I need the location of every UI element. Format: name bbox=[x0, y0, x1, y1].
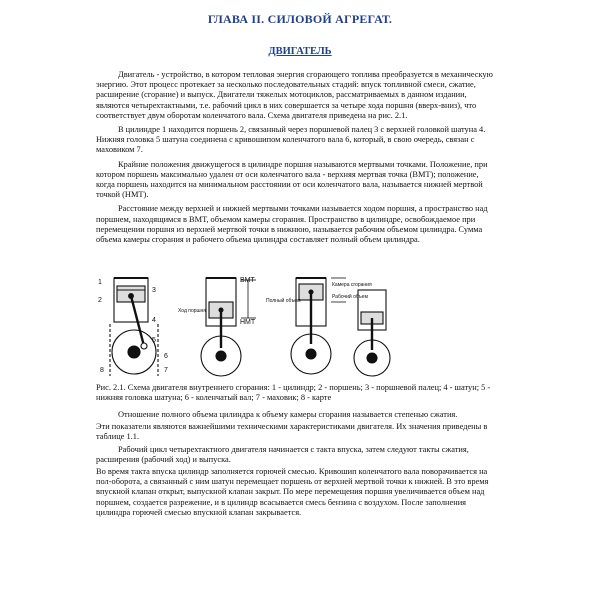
paragraph: Отношение полного объема цилиндра к объему камеры сгорания называется степенью сжатия. bbox=[118, 410, 458, 419]
label-6: 6 bbox=[164, 353, 168, 360]
engine-view-1 bbox=[110, 278, 158, 376]
label-7: 7 bbox=[164, 367, 168, 374]
paragraph: Двигатель - устройство, в котором тепловая энергия сгорающего топлива преобразуется в механическую энергию. Этот процесс протекает за несколько последовательных стадий: впуск топливной смеси, сжатие, расширение (сгорание) и выпуск. Двигатели тяжелых мотоциклов, рассматриваемых в данном издании, являются четырехтактными, т.е. рабочий цикл в них совершается за четыре хода поршня (вверх-вниз), что соответствует двум оборотам коленчатого вала. Схема двигателя приведена на рис. 2.1. bbox=[96, 70, 493, 120]
engine-view-3 bbox=[291, 278, 346, 374]
label-nmt: НМТ bbox=[240, 319, 256, 326]
label-8: 8 bbox=[100, 367, 104, 374]
label-volume: Рабочий объем bbox=[332, 294, 368, 300]
paragraph: Расстояние между верхней и нижней мертвыми точками называется ходом поршня, а пространство над поршнем, находящимся в ВМТ, объемом камеры сгорания. Пространство в цилиндре, освобождаемое при перемещении поршня из верхней мертвой точки в нижнюю, называется рабочим объемом цилиндра. Сумма объема камеры сгорания и рабочего объема цилиндра составляет полный объем цилиндра. bbox=[96, 204, 488, 245]
label-4: 4 bbox=[152, 317, 156, 324]
paragraph: Крайние положения движущегося в цилиндре поршня называются мертвыми точками. Положение, при котором поршень максимально удален от оси коленчатого вала - верхняя мертвая точка (ВМТ); положение, когда поршень находится на минимальном расстоянии от оси коленчатого вала, называется нижней мертвой точкой (НМТ). bbox=[96, 159, 488, 200]
label-3: 3 bbox=[152, 287, 156, 294]
figure-caption: Рис. 2.1. Схема двигателя внутреннего сгорания: 1 - цилиндр; 2 - поршень; 3 - поршневой палец; 4 - шатун; 5 - нижняя головка шатуна; 6 - коленчатый вал; 7 - маховик; 8 - карте bbox=[96, 383, 491, 403]
engine-view-2 bbox=[201, 278, 256, 376]
label-stroke: Ход поршня bbox=[178, 308, 207, 314]
body-text-continued bbox=[96, 410, 494, 520]
label-5: 5 bbox=[152, 337, 156, 344]
paragraph: Рабочий цикл четырехтактного двигателя начинается с такта впуска, затем следуют такты сжатия, расширения (рабочий ход) и выпуска. bbox=[96, 444, 469, 464]
engine-diagram bbox=[96, 272, 396, 380]
paragraph: В цилиндре 1 находится поршень 2, связанный через поршневой палец 3 с верхней головкой шатуна 4. Нижняя головка 5 шатуна соединена с кривошипом коленчатого вала 6, который, в свою очередь, связан с маховиком 7. bbox=[96, 125, 486, 155]
label-2: 2 bbox=[98, 297, 102, 304]
body-text bbox=[96, 70, 494, 249]
label-full-volume: Полный объем bbox=[266, 298, 301, 304]
label-vmt: ВМТ bbox=[240, 277, 255, 284]
section-title: ДВИГАТЕЛЬ bbox=[268, 46, 332, 57]
paragraph: Во время такта впуска цилиндр заполняется горючей смесью. Кривошип коленчатого вала поворачивается на пол-оборота, а связанный с ним шатун перемещает поршень от верхней мертвой точки к нижней. В это время впускной клапан открыт, выпускной клапан закрыт. По мере перемещения поршня увеличивается объем над поршнем, создается разрежение, и в цилиндр всасывается смесь бензина с воздухом. После заполнения цилиндра горючей смесью впускной клапан закрывается. bbox=[96, 467, 489, 517]
label-1: 1 bbox=[98, 279, 102, 286]
engine-view-4 bbox=[354, 290, 390, 376]
paragraph: Эти показатели являются важнейшими техническими характеристиками двигателя. Их значения приведены в таблице 1.1. bbox=[96, 422, 488, 442]
chapter-title: ГЛАВА II. СИЛОВОЙ АГРЕГАТ. bbox=[207, 12, 393, 26]
label-chamber: Камера сгорания bbox=[332, 282, 372, 288]
